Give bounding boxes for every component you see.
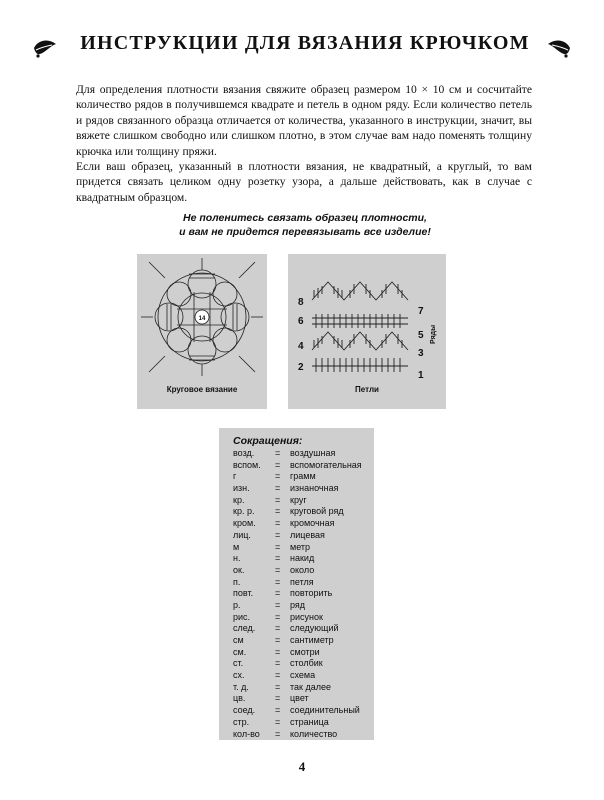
abbreviation-row: [233, 518, 373, 530]
equals-sign: =: [275, 599, 281, 610]
abbreviation-full: следующий: [290, 623, 339, 634]
abbreviation-full: цвет: [290, 693, 309, 704]
abbreviation-short: сх.: [233, 670, 245, 681]
equals-sign: =: [275, 646, 281, 657]
equals-sign: =: [275, 705, 281, 716]
abbreviations-title: Сокращения:: [233, 435, 303, 447]
equals-sign: =: [275, 471, 281, 482]
abbreviation-row: [233, 635, 373, 647]
equals-sign: =: [275, 623, 281, 634]
abbreviation-short: г: [233, 471, 237, 482]
abbreviation-full: рисунок: [290, 611, 323, 622]
abbreviation-row: [233, 623, 373, 635]
abbreviation-short: м: [233, 541, 240, 552]
abbreviation-full: ряд: [290, 599, 306, 610]
abbreviation-row: [233, 705, 373, 717]
abbreviation-row: [233, 565, 373, 577]
abbreviation-full: вспомогательная: [290, 459, 362, 470]
equals-sign: =: [275, 518, 281, 529]
row-number-right: 3: [418, 348, 424, 359]
abbreviation-short: цв.: [233, 693, 246, 704]
abbreviation-short: соед.: [233, 705, 256, 716]
abbreviation-short: кол-во: [233, 728, 260, 739]
paragraph: Для определения плотности вязания свяжите образец размером 10 × 10 см и сосчитайте количество рядов в получившемся квадрате и петель в одном ряду. Если количество петель и рядов связанного образца отличается от количества, указанного в инструкции, значит, вы вяжете слишком свободно или слишком плотно, в этом случае вам надо поменять толщину крючка или толщину пряжи.: [76, 83, 532, 158]
row-number-right: 1: [418, 370, 424, 381]
abbreviation-full: сантиметр: [290, 635, 334, 645]
abbreviation-row: [233, 506, 373, 518]
abbreviation-short: стр.: [233, 716, 250, 727]
equals-sign: =: [275, 459, 281, 470]
abbreviations-list: [233, 448, 373, 740]
abbreviation-full: накид: [290, 553, 315, 564]
abbreviation-full: круговой ряд: [290, 506, 344, 517]
abbreviation-row: [233, 682, 373, 694]
equals-sign: =: [275, 541, 281, 552]
abbreviation-full: смотри: [290, 646, 320, 657]
abbreviation-full: столбик: [290, 658, 323, 669]
abbreviation-row: [233, 483, 373, 495]
row-number-left: 2: [298, 362, 304, 373]
row-number-left: 8: [298, 297, 304, 308]
diagram-caption: Петли: [355, 385, 379, 394]
paragraph: Если ваш образец, указанный в плотности вязания, не квадратный, а круглый, то вам придется связать целиком одну розетку узора, а дальше действовать, как в случае с квадратным образцом.: [76, 160, 532, 204]
abbreviation-row: [233, 693, 373, 705]
abbreviation-short: т. д.: [233, 681, 249, 692]
abbreviation-row: [233, 670, 373, 682]
equals-sign: =: [275, 588, 281, 599]
abbreviation-short: кр. р.: [233, 506, 255, 517]
abbreviation-row: [233, 471, 373, 483]
diagram-caption: Круговое вязание: [166, 385, 238, 394]
abbreviation-short: рис.: [233, 611, 251, 622]
abbreviation-row: [233, 542, 373, 554]
abbreviation-row: [233, 647, 373, 659]
row-number-right: 7: [418, 306, 424, 317]
center-label: 14: [198, 316, 206, 322]
equals-sign: =: [275, 716, 281, 727]
abbreviation-full: так далее: [290, 681, 331, 692]
abbreviation-row: [233, 658, 373, 670]
loops-rows-diagram: [288, 254, 446, 409]
rows-side-label: Ряды: [430, 324, 437, 344]
abbreviation-full: схема: [290, 670, 316, 681]
equals-sign: =: [275, 681, 281, 692]
abbreviation-row: [233, 448, 373, 460]
row-number-left: 4: [298, 341, 304, 352]
equals-sign: =: [275, 494, 281, 505]
instructions-body: [76, 82, 532, 205]
abbreviation-short: след.: [233, 623, 256, 634]
abbreviation-short: возд.: [233, 448, 255, 458]
abbreviation-full: грамм: [290, 471, 316, 482]
abbreviation-full: повторить: [290, 588, 333, 599]
abbreviation-row: [233, 460, 373, 472]
abbreviation-row: [233, 495, 373, 507]
abbreviation-row: [233, 729, 373, 741]
equals-sign: =: [275, 553, 281, 564]
tip-line: Не поленитесь связать образец плотности,: [183, 212, 427, 224]
abbreviation-short: н.: [233, 553, 241, 564]
abbreviation-row: [233, 717, 373, 729]
abbreviation-row: [233, 588, 373, 600]
abbreviation-row: [233, 553, 373, 565]
row-number-right: 5: [418, 330, 424, 341]
leaf-ornament-icon: [546, 36, 572, 58]
abbreviation-short: изн.: [233, 483, 250, 494]
abbreviation-short: повт.: [233, 588, 254, 599]
abbreviation-full: петля: [290, 576, 314, 587]
abbreviation-short: вспом.: [233, 459, 261, 470]
abbreviation-short: п.: [233, 576, 241, 587]
equals-sign: =: [275, 483, 281, 494]
page-number: 4: [298, 759, 306, 774]
round-knitting-diagram: [137, 254, 267, 409]
abbreviation-full: количество: [290, 728, 338, 739]
page-header: [0, 30, 604, 66]
tip-line: и вам не придется перевязывать все изделие!: [179, 226, 431, 238]
row-number-left: 6: [298, 316, 304, 327]
abbreviation-full: кромочная: [290, 518, 335, 529]
abbreviation-full: лицевая: [290, 529, 325, 540]
leaf-ornament-icon: [32, 36, 58, 58]
equals-sign: =: [275, 635, 281, 645]
abbreviation-short: см: [233, 635, 244, 645]
abbreviation-short: см.: [233, 646, 247, 657]
abbreviation-row: [233, 577, 373, 589]
abbreviation-short: кр.: [233, 494, 245, 505]
abbreviation-full: метр: [290, 541, 311, 552]
abbreviation-full: около: [290, 564, 315, 575]
equals-sign: =: [275, 576, 281, 587]
abbreviation-short: лиц.: [233, 529, 251, 540]
abbreviation-row: [233, 530, 373, 542]
abbreviation-short: ок.: [233, 564, 245, 575]
abbreviation-short: р.: [233, 599, 241, 610]
equals-sign: =: [275, 670, 281, 681]
equals-sign: =: [275, 611, 281, 622]
equals-sign: =: [275, 448, 281, 458]
abbreviation-row: [233, 600, 373, 612]
abbreviation-short: ст.: [233, 658, 244, 669]
abbreviation-full: страница: [290, 716, 329, 727]
abbreviation-short: кром.: [233, 518, 256, 529]
equals-sign: =: [275, 658, 281, 669]
gauge-tip: [150, 211, 460, 239]
equals-sign: =: [275, 564, 281, 575]
abbreviation-full: изнаночная: [290, 483, 339, 494]
equals-sign: =: [275, 693, 281, 704]
page-title: ИНСТРУКЦИИ ДЛЯ ВЯЗАНИЯ КРЮЧКОМ: [80, 32, 530, 54]
abbreviation-row: [233, 612, 373, 624]
abbreviations-box: [219, 428, 374, 740]
equals-sign: =: [275, 728, 281, 739]
abbreviation-full: воздушная: [290, 448, 336, 458]
equals-sign: =: [275, 506, 281, 517]
abbreviation-full: соединительный: [290, 705, 360, 716]
equals-sign: =: [275, 529, 281, 540]
abbreviation-full: круг: [290, 494, 307, 505]
